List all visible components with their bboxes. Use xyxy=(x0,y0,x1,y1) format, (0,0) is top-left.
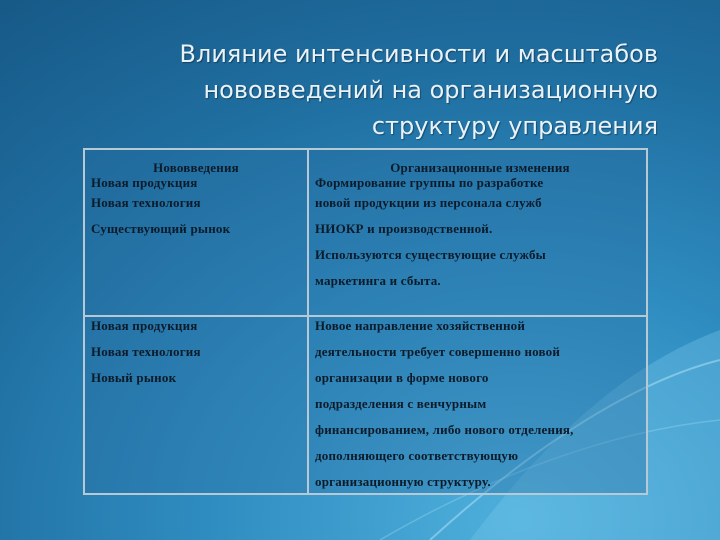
table-cell-line: Новое направление хозяйственной xyxy=(315,318,526,333)
table-cell-line: Существующий рынок xyxy=(91,221,231,236)
table-cell-line: деятельности требует совершенно новой xyxy=(315,344,561,359)
table-cell-changes-2 xyxy=(315,313,645,495)
table-cell-line: подразделения с венчурным xyxy=(315,396,487,411)
table-header-innovations: Нововведения xyxy=(153,160,239,175)
table-cell-innovations-1 xyxy=(91,160,301,242)
table-cell-line: Новая технология xyxy=(91,195,201,210)
slide-title-line-3: структуру управления xyxy=(371,112,658,140)
slide-title-line-1: Влияние интенсивности и масштабов xyxy=(179,40,658,68)
table-cell-innovations-2 xyxy=(91,313,301,391)
table-cell-line: маркетинга и сбыта. xyxy=(315,273,441,288)
table-header-org-changes: Организационные изменения xyxy=(390,160,570,175)
table-cell-line: финансированием, либо нового отделения, xyxy=(315,422,574,437)
table-cell-line: Новый рынок xyxy=(91,370,177,385)
table-cell-line: организации в форме нового xyxy=(315,370,489,385)
table-cell-line: Используются существующие службы xyxy=(315,247,547,262)
table-cell-line: Новая продукция xyxy=(91,318,198,333)
table-cell-line: НИОКР и производственной. xyxy=(315,221,493,236)
table-cell-changes-1 xyxy=(315,160,645,294)
innovation-table xyxy=(83,148,648,495)
slide-title xyxy=(58,36,658,144)
table-cell-line: Новая продукция xyxy=(91,175,198,190)
table-cell-line: новой продукции из персонала служб xyxy=(315,195,542,210)
table-cell-line: Формирование группы по разработке xyxy=(315,175,544,190)
table-column-divider xyxy=(307,150,309,493)
table-cell-line: организационную структуру. xyxy=(315,474,491,489)
table-cell-line: Новая технология xyxy=(91,344,201,359)
slide-title-line-2: нововведений на организационную xyxy=(203,76,658,104)
table-cell-line: дополняющего соответствующую xyxy=(315,448,519,463)
